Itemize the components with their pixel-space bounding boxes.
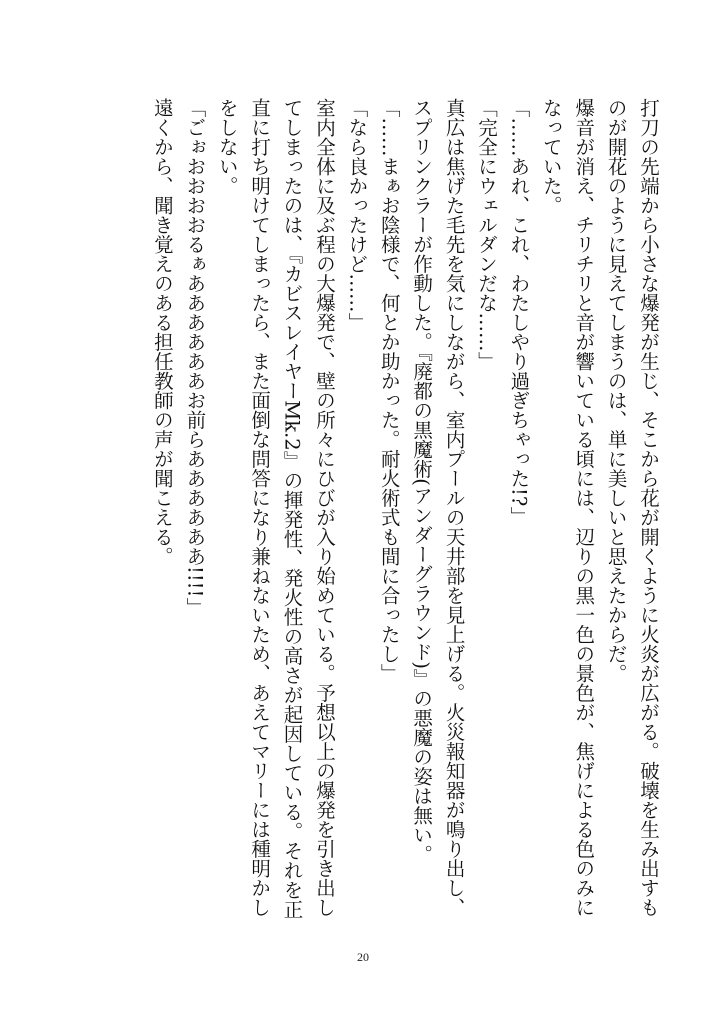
dialogue-teacher-shout: 「ごぉおおおおるぁああああああお前らああああああ!!!!」 xyxy=(183,98,207,617)
paragraph-aftermath: 爆音が消え、チリチリと音が響いている頃には、辺りの黒一色の景色が、焦げによる色のみになっていた。 xyxy=(539,98,596,917)
page-number: 20 xyxy=(357,950,369,964)
paragraph-mahiro-looks-up: 真広は焦げた毛先を気にしながら、室内プールの天井部を見上げる。火災報知器が鳴り出し、スプリンクラーが作動した。『廃都の黒魔術(アンダーグラウンド)』の悪魔の姿は無い。 xyxy=(410,98,466,917)
paragraph-teacher-voice: 遠くから、聞き覚えのある担任教師の声が聞こえる。 xyxy=(150,98,174,566)
vertical-body-text xyxy=(146,98,665,928)
dialogue-thanks: 「……まぁお陰様で、何とか助かった。耐火術式も間に合ったし」 xyxy=(377,98,401,683)
paragraph-big-explosion: 室内全体に及ぶ程の大爆発で、壁の所々にひびが入り始めている。予想以上の爆発を引き出してしまったのは、『カビスレイヤーMk.2』の揮発性、発火性の高さが起因している。それを正直に打ち明けてしまったら、また面倒な問答になり兼ねないため、あえてマリーには種明かしをしない。 xyxy=(215,98,336,919)
dialogue-overdid: 「……あれ、これ、わたしやり過ぎちゃった!?」 xyxy=(507,98,531,526)
dialogue-good: 「なら良かったけど……」 xyxy=(345,98,369,332)
paragraph-explosion: 打刀の先端から小さな爆発が生じ、そこから花が開くように火炎が広がる。破壊を生み出すものが開花のように見えてしまうのは、単に美しいと思えたからだ。 xyxy=(604,98,660,917)
dialogue-welldone: 「完全にウェルダンだな……」 xyxy=(474,98,498,371)
